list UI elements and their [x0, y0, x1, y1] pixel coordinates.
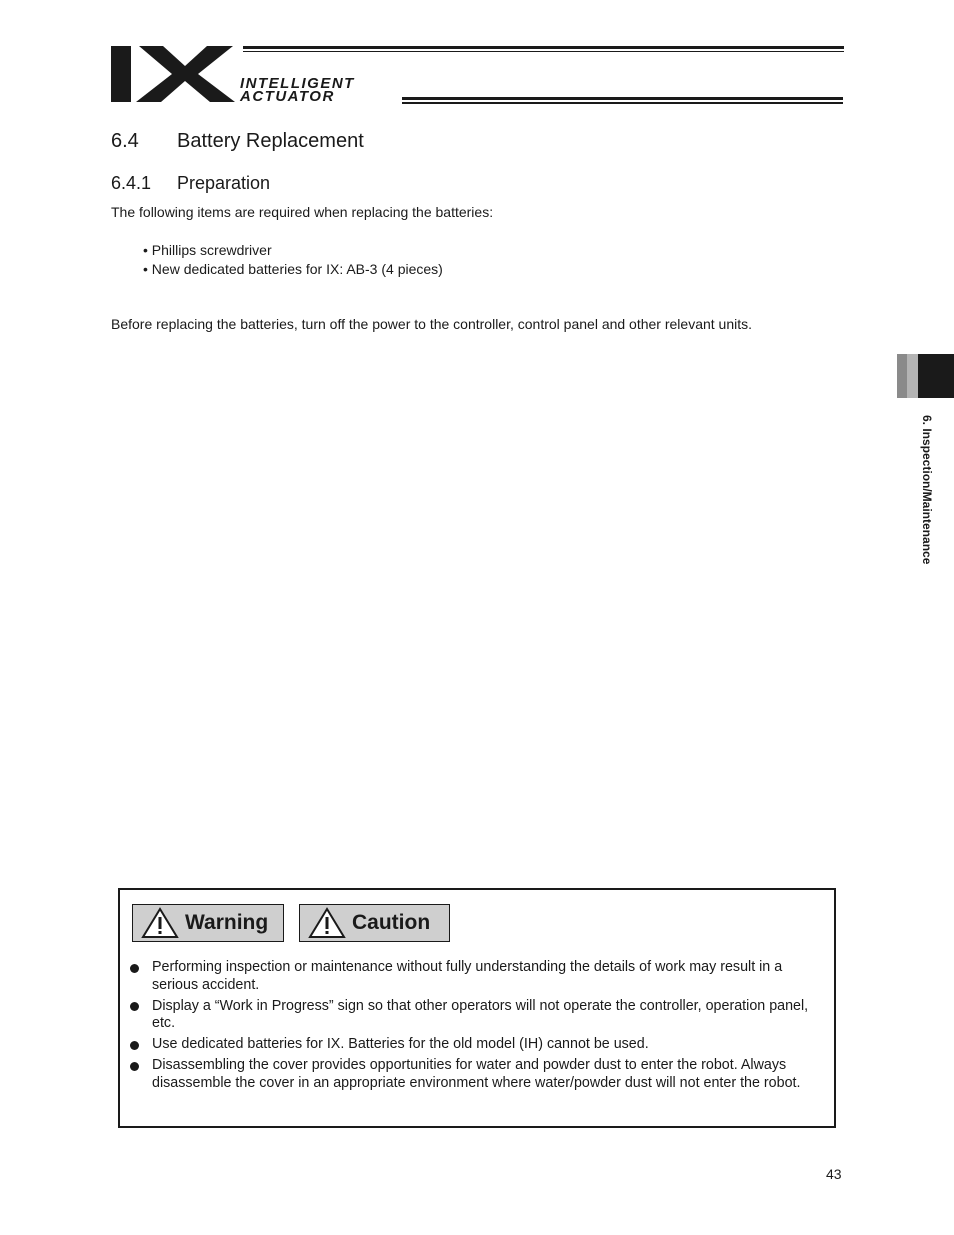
header-rule: [402, 102, 843, 104]
warning-item: Performing inspection or maintenance without fully understanding the details of work may result in a serious accident.: [128, 959, 828, 994]
section-number: 6.4: [111, 130, 139, 152]
warning-badge: [132, 904, 284, 942]
header-rule: [243, 46, 844, 49]
chapter-tab-marker: [918, 354, 954, 398]
warning-item: Disassembling the cover provides opportunities for water and powder dust to enter the robot. Always disassemble the cover in an appropriate environment where water/powder dust will not enter the robot.: [128, 1057, 828, 1092]
warning-list: [128, 959, 828, 1096]
caution-label: Caution: [352, 911, 431, 934]
caution-triangle-icon: [308, 907, 346, 939]
logo-text-line2: ACTUATOR: [240, 88, 335, 105]
subsection-title: Preparation: [177, 173, 271, 193]
bullet-dot-icon: [130, 964, 139, 973]
section-title: Battery Replacement: [177, 130, 364, 152]
warning-item: Display a “Work in Progress” sign so that other operators will not operate the controller, operation panel, etc.: [128, 998, 828, 1033]
subsection-heading: [111, 173, 270, 194]
page-number: 43: [826, 1166, 842, 1182]
section-heading: [111, 130, 364, 153]
bullet-dot-icon: [130, 1062, 139, 1071]
subsection-number: 6.4.1: [111, 173, 152, 193]
warning-triangle-icon: [141, 907, 179, 939]
power-off-note: Before replacing the batteries, turn off the power to the controller, control panel and other relevant units.: [111, 316, 753, 332]
list-item: • New dedicated batteries for IX: AB-3 (4 pieces): [143, 261, 443, 277]
warning-item: Use dedicated batteries for IX. Batteries for the old model (IH) cannot be used.: [128, 1036, 828, 1054]
chapter-tab-marker: [907, 354, 918, 398]
chapter-tab-marker: [897, 354, 907, 398]
warning-label: Warning: [185, 911, 269, 934]
logo-text-line1: INTELLIGENT: [240, 75, 355, 92]
caution-badge: [299, 904, 450, 942]
bullet-dot-icon: [130, 1002, 139, 1011]
header-rule: [243, 51, 844, 52]
warning-caution-box: [118, 888, 836, 1128]
bullet-dot-icon: [130, 1041, 139, 1050]
list-item: • Phillips screwdriver: [143, 242, 272, 258]
header-rule: [402, 97, 843, 100]
required-items-list: [143, 241, 443, 279]
ix-logo: [111, 46, 236, 102]
chapter-side-label: 6. Inspection/Maintenance: [920, 415, 934, 565]
intro-text: The following items are required when replacing the batteries:: [111, 204, 494, 220]
